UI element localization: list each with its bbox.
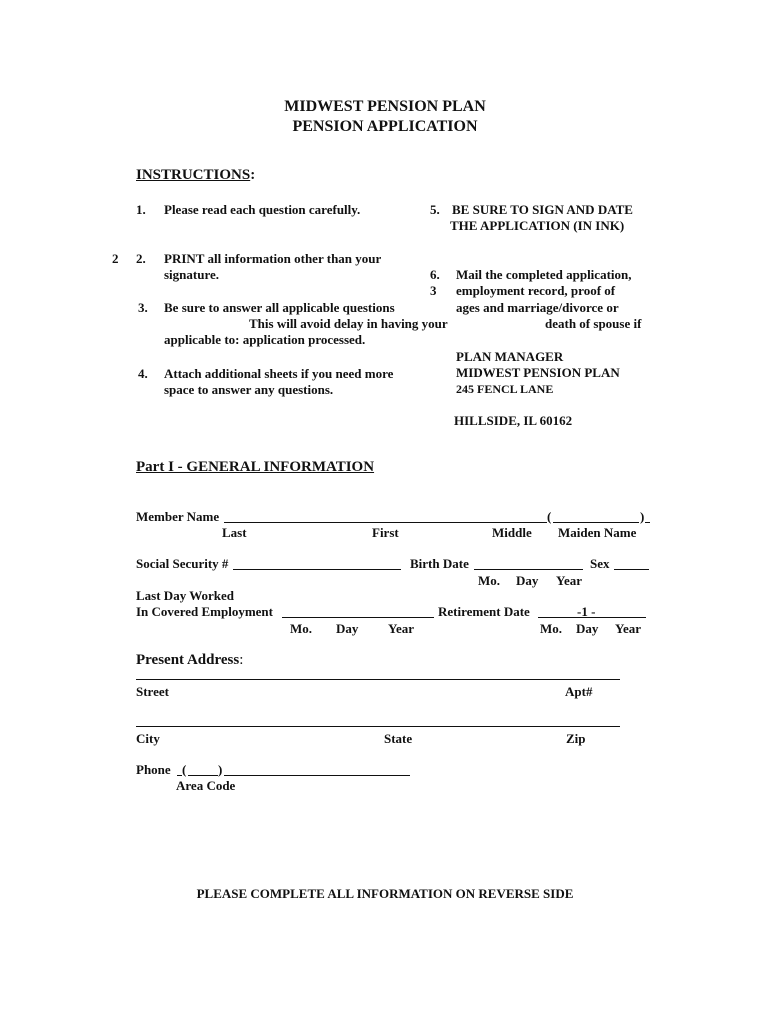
last-day-mo-caption: Mo. [290, 621, 313, 636]
birth-date-day-caption: Day [516, 573, 539, 588]
last-day-worked-field[interactable] [282, 617, 434, 618]
instruction-3-number: 3. [138, 300, 148, 315]
instruction-6-number: 6. [430, 267, 440, 282]
birth-date-field[interactable] [474, 569, 583, 570]
instruction-5-text-line1: BE SURE TO SIGN AND DATE [452, 202, 633, 217]
reverse-side-notice: PLEASE COMPLETE ALL INFORMATION ON REVERSE SIDE [196, 886, 574, 901]
retirement-day-caption: Day [576, 621, 599, 636]
ssn-field[interactable] [233, 569, 401, 570]
sex-label: Sex [590, 556, 610, 571]
maiden-close-paren: ) [640, 509, 645, 524]
last-day-day-caption: Day [336, 621, 359, 636]
mail-to-name: PLAN MANAGER [456, 349, 564, 364]
maiden-trailing-line [645, 522, 650, 523]
street-caption: Street [136, 684, 169, 699]
retirement-date-value: -1 - [577, 604, 596, 619]
member-name-middle-caption: Middle [492, 525, 532, 540]
instruction-6-text-line1: Mail the completed application, [456, 267, 632, 282]
instruction-3-text-line1: Be sure to answer all applicable questions [164, 300, 395, 315]
city-caption: City [136, 731, 160, 746]
birth-date-label: Birth Date [410, 556, 469, 571]
instruction-4-text-line2: space to answer any questions. [164, 382, 334, 397]
member-name-last-caption: Last [222, 525, 247, 540]
sex-field[interactable] [614, 569, 649, 570]
area-code-field[interactable] [188, 775, 218, 776]
area-code-caption: Area Code [176, 778, 236, 793]
mail-to-street: 245 FENCL LANE [456, 382, 554, 396]
zip-caption: Zip [566, 731, 586, 746]
maiden-name-field[interactable] [553, 522, 639, 523]
instruction-2-number: 2. [136, 251, 146, 266]
member-name-first-caption: First [372, 525, 399, 540]
form-subtitle: PENSION APPLICATION [292, 118, 478, 135]
mail-to-city: HILLSIDE, IL 60162 [454, 413, 573, 428]
instruction-6-sub-number: 3 [430, 283, 437, 298]
instruction-1-text: Please read each question carefully. [164, 202, 361, 217]
instruction-4-text-line1: Attach additional sheets if you need more [164, 366, 394, 381]
birth-date-mo-caption: Mo. [478, 573, 501, 588]
area-code-close-paren: ) [218, 762, 223, 777]
last-day-year-caption: Year [388, 621, 414, 636]
mail-to-org: MIDWEST PENSION PLAN [456, 365, 620, 380]
member-name-field[interactable] [224, 522, 547, 523]
apt-caption: Apt# [565, 684, 593, 699]
instruction-6-text-line3: ages and marriage/divorce or [456, 300, 619, 315]
margin-mark: 2 [112, 251, 119, 266]
form-title: MIDWEST PENSION PLAN [284, 98, 486, 115]
retirement-year-caption: Year [615, 621, 641, 636]
instruction-6-text-line2: employment record, proof of [456, 283, 616, 298]
phone-label: Phone [136, 762, 171, 777]
state-caption: State [384, 731, 413, 746]
instruction-6-text-line4: death of spouse if [545, 316, 642, 331]
retirement-date-label: Retirement Date [438, 604, 530, 619]
member-name-maiden-caption: Maiden Name [558, 525, 637, 540]
city-state-zip-field[interactable] [136, 726, 620, 727]
last-day-worked-label-line2: In Covered Employment [136, 604, 273, 619]
area-code-open-paren: ( [182, 762, 187, 777]
instruction-5-number: 5. [430, 202, 440, 217]
retirement-mo-caption: Mo. [540, 621, 563, 636]
last-day-worked-label-line1: Last Day Worked [136, 588, 234, 603]
street-field[interactable] [136, 679, 620, 680]
instruction-2-text-line1: PRINT all information other than your [164, 251, 382, 266]
instructions-heading: INSTRUCTIONS: [136, 167, 256, 183]
maiden-open-paren: ( [547, 509, 552, 524]
birth-date-year-caption: Year [556, 573, 582, 588]
member-name-label: Member Name [136, 509, 220, 524]
instruction-3-text-line2: This will avoid delay in having your [249, 316, 448, 331]
ssn-label: Social Security # [136, 556, 229, 571]
part1-heading: Part I - GENERAL INFORMATION [136, 459, 375, 475]
instruction-3-text-line3: applicable to: application processed. [164, 332, 366, 347]
instruction-5-text-line2: THE APPLICATION (IN INK) [450, 218, 625, 233]
instruction-4-number: 4. [138, 366, 148, 381]
instruction-1-number: 1. [136, 202, 146, 217]
instruction-2-text-line2: signature. [164, 267, 220, 282]
phone-number-field[interactable] [224, 775, 410, 776]
present-address-label: Present Address: [136, 652, 244, 668]
